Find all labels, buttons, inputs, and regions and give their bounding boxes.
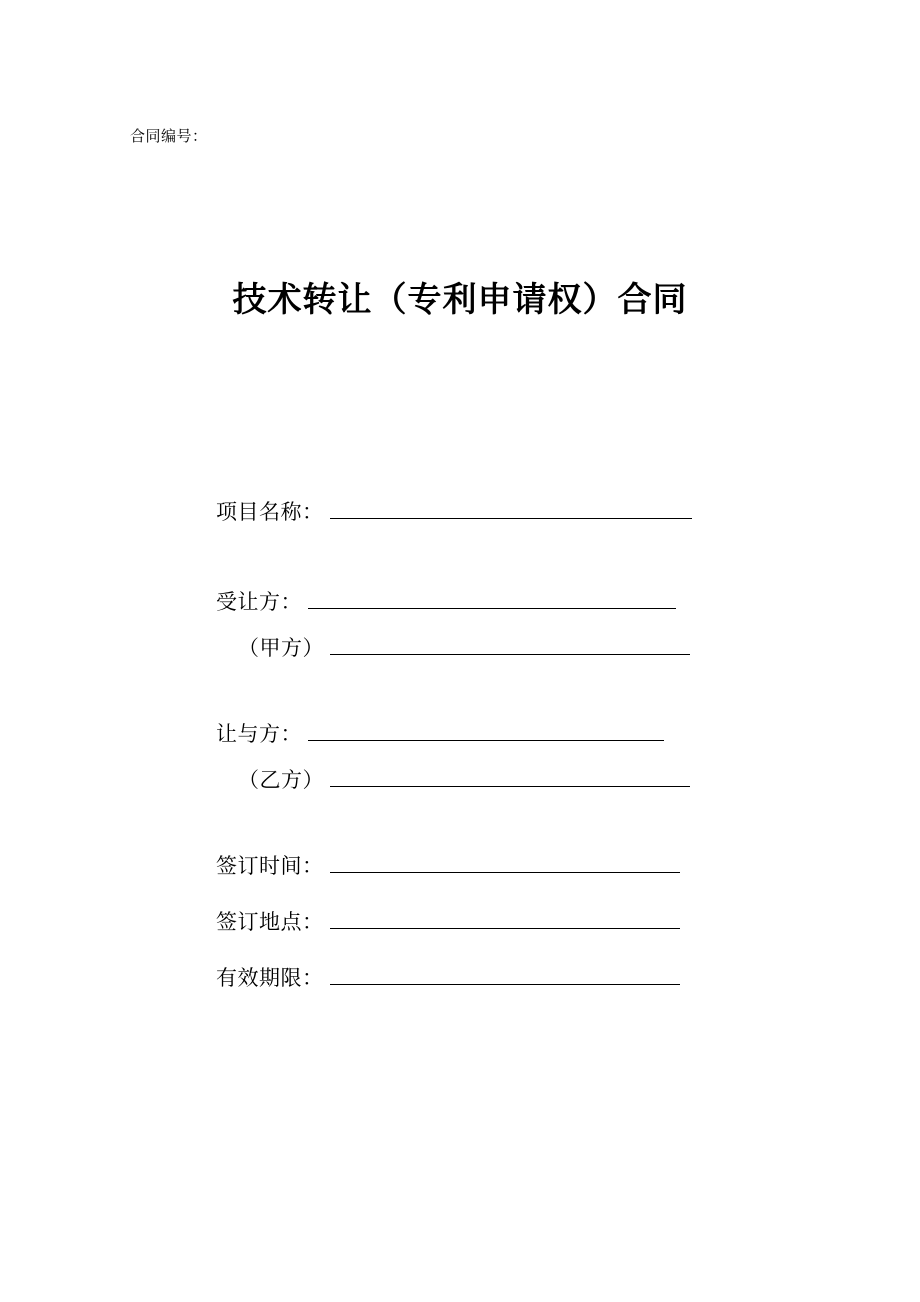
field-row-transferor: [216, 720, 736, 748]
spacer: [216, 662, 736, 720]
field-input-party-b[interactable]: [330, 766, 690, 787]
field-row-party-a: [216, 634, 736, 662]
field-row-sign-place: [216, 908, 736, 936]
field-label-transferor: 让与方：: [216, 722, 302, 746]
field-label-valid-period: 有效期限：: [216, 966, 324, 990]
field-input-transferee[interactable]: [308, 588, 676, 609]
field-label-party-b: （乙方）: [238, 768, 324, 792]
field-row-valid-period: [216, 964, 736, 992]
field-row-project-name: [216, 498, 736, 526]
field-row-party-b: [216, 766, 736, 794]
field-row-sign-date: [216, 852, 736, 880]
field-input-sign-date[interactable]: [330, 852, 680, 873]
field-label-transferee: 受让方：: [216, 590, 302, 614]
spacer: [216, 880, 736, 908]
contract-number-label: 合同编号：: [130, 127, 208, 145]
spacer: [216, 748, 736, 766]
spacer: [216, 936, 736, 964]
field-label-sign-place: 签订地点：: [216, 910, 324, 934]
field-input-valid-period[interactable]: [330, 964, 680, 985]
spacer: [216, 526, 736, 588]
spacer: [216, 616, 736, 634]
spacer: [216, 794, 736, 852]
field-input-project-name[interactable]: [330, 498, 692, 519]
field-input-transferor[interactable]: [308, 720, 664, 741]
field-label-sign-date: 签订时间：: [216, 854, 324, 878]
field-input-sign-place[interactable]: [330, 908, 680, 929]
page-title: 技术转让（专利申请权）合同: [232, 280, 688, 320]
field-label-party-a: （甲方）: [238, 636, 324, 660]
field-row-transferee: [216, 588, 736, 616]
field-list: [216, 498, 736, 992]
field-input-party-a[interactable]: [330, 634, 690, 655]
field-label-project-name: 项目名称：: [216, 500, 324, 524]
